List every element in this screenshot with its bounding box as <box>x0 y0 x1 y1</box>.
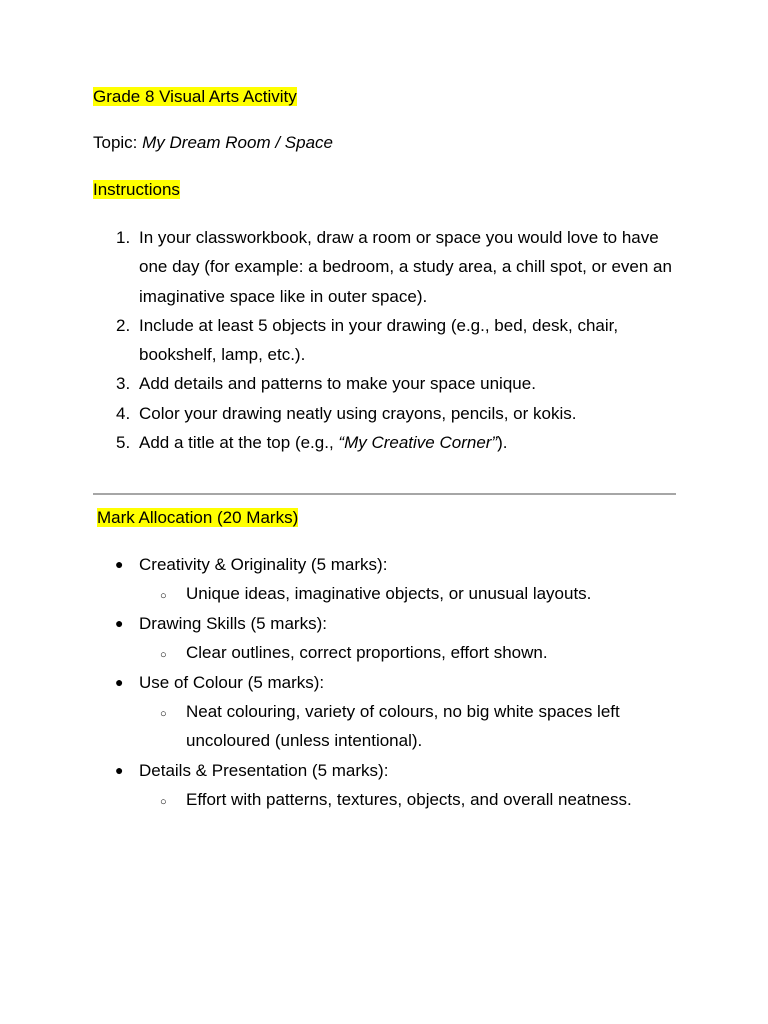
instructions-heading <box>93 179 180 201</box>
list-item <box>93 756 693 815</box>
criterion-detail: Neat colouring, variety of colours, no big white spaces left uncoloured (unless intentional). <box>186 702 620 751</box>
list-item <box>139 697 693 756</box>
circle-bullet-icon: ○ <box>160 708 167 721</box>
list-item <box>139 638 693 667</box>
marks-heading <box>97 507 298 529</box>
list-item <box>93 399 673 428</box>
list-item <box>139 579 693 608</box>
criterion-detail: Unique ideas, imaginative objects, or unusual layouts. <box>186 584 592 604</box>
list-item <box>93 311 673 370</box>
step-text: In your classworkbook, draw a room or space you would love to have one day (for example: a bedroom, a study area, a chill spot, or even an imaginative space like in outer space). <box>139 228 672 306</box>
circle-bullet-icon: ○ <box>160 590 167 603</box>
step-number: 2. <box>116 315 131 335</box>
criterion-label: Creativity & Originality (5 marks): <box>139 555 388 574</box>
step-text: Color your drawing neatly using crayons, pencils, or kokis. <box>139 403 577 423</box>
step-text: Include at least 5 objects in your drawing (e.g., bed, desk, chair, bookshelf, lamp, etc.). <box>139 315 619 365</box>
criteria-list <box>93 550 693 815</box>
criterion-details <box>139 697 693 756</box>
list-item <box>93 550 693 609</box>
step-text: Add details and patterns to make your space unique. <box>139 374 536 394</box>
step-text-after: ). <box>497 433 508 453</box>
criterion-detail: Clear outlines, correct proportions, effort shown. <box>186 643 548 663</box>
circle-bullet-icon: ○ <box>160 649 167 662</box>
list-item <box>139 785 693 814</box>
step-number: 1. <box>116 228 131 247</box>
criterion-label: Drawing Skills (5 marks): <box>139 613 327 633</box>
criterion-label: Use of Colour (5 marks): <box>139 672 325 692</box>
list-item <box>93 668 693 756</box>
bullet-icon: ● <box>115 673 124 690</box>
step-number: 5. <box>116 433 131 453</box>
list-item <box>93 223 673 311</box>
list-item <box>93 428 673 457</box>
bullet-icon: ● <box>115 614 124 631</box>
instructions-list <box>93 223 673 457</box>
criterion-label: Details & Presentation (5 marks): <box>139 760 389 780</box>
criterion-details <box>139 785 693 814</box>
criterion-detail: Effort with patterns, textures, objects, and overall neatness. <box>186 790 632 810</box>
bullet-icon: ● <box>115 761 124 778</box>
topic-value: My Dream Room / Space <box>142 133 333 152</box>
circle-bullet-icon: ○ <box>160 796 167 809</box>
marks-heading-text: Mark Allocation (20 Marks) <box>97 508 299 527</box>
topic-label: Topic: <box>93 133 143 152</box>
list-item <box>93 369 673 398</box>
list-item <box>93 609 693 668</box>
step-number: 3. <box>116 374 131 394</box>
topic-line <box>93 132 333 154</box>
bullet-icon: ● <box>115 556 124 572</box>
page-title <box>93 86 297 108</box>
horizontal-divider <box>93 493 676 495</box>
instructions-heading-text: Instructions <box>93 180 180 199</box>
criterion-details <box>139 579 693 608</box>
step-number: 4. <box>116 403 131 423</box>
criterion-details <box>139 638 693 667</box>
title-highlight: Grade 8 Visual Arts Activity <box>93 87 297 106</box>
step-text-before: Add a title at the top (e.g., <box>139 433 339 453</box>
example-title: “My Creative Corner” <box>338 433 498 453</box>
